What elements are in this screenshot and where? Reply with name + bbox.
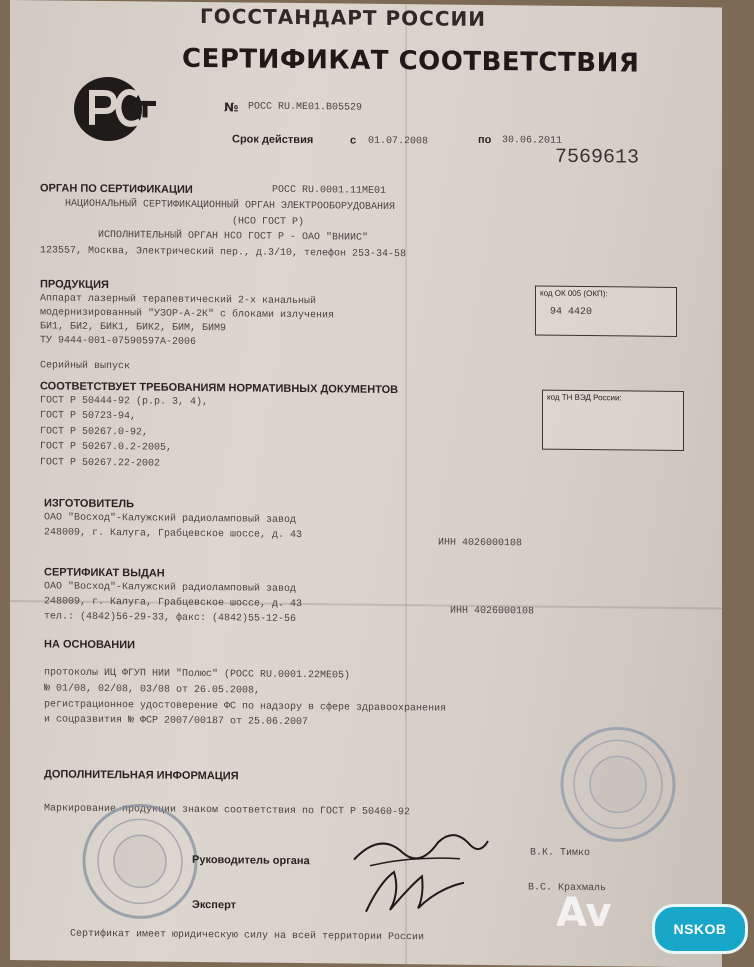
cert-body-line: 123557, Москва, Электрический пер., д.3/10, телефон 253-34-58 bbox=[40, 245, 407, 261]
certificate-title: СЕРТИФИКАТ СООТВЕТСТВИЯ bbox=[182, 43, 640, 79]
validity-to-prefix: по bbox=[478, 133, 492, 147]
certificate-paper bbox=[10, 0, 722, 967]
manufacturer-line: ОАО "Восход"-Калужский радиоламповый завод bbox=[44, 512, 297, 526]
standard-line: ГОСТ Р 50444-92 (р.р. 3, 4), bbox=[40, 395, 209, 409]
manufacturer-label: ИЗГОТОВИТЕЛЬ bbox=[44, 497, 134, 511]
expert-signature-name: В.С. Крахмаль bbox=[528, 882, 607, 895]
basis-line: № 01/08, 02/08, 03/08 от 26.05.2008, bbox=[44, 683, 261, 697]
manufacturer-inn: ИНН 4026000108 bbox=[438, 537, 523, 550]
standard-line: ГОСТ Р 50723-94, bbox=[40, 410, 137, 423]
gost-r-logo-icon bbox=[70, 73, 160, 146]
okp-code-box bbox=[535, 285, 677, 336]
certificate-number: РОСС RU.ME01.B05529 bbox=[248, 101, 363, 114]
expert-signature-label: Эксперт bbox=[192, 898, 237, 912]
product-line: модернизированный "УЗОР-А-2К" с блоками излучения bbox=[40, 307, 335, 322]
number-label: № bbox=[224, 100, 239, 115]
handwritten-signature-icon bbox=[360, 862, 470, 921]
manufacturer-line: 248009, г. Калуга, Грабцевское шоссе, д. 43 bbox=[44, 527, 303, 542]
fold-line bbox=[405, 4, 407, 964]
validity-label: Срок действия bbox=[232, 133, 314, 147]
product-line: БИ1, БИ2, БИК1, БИК2, БИМ, БИМ9 bbox=[40, 321, 227, 335]
validity-from-prefix: с bbox=[350, 134, 357, 147]
issued-to-line: 248009, г. Калуга, Грабцевское шоссе, д. 43 bbox=[44, 596, 303, 611]
round-seal-icon bbox=[80, 801, 200, 922]
cert-body-line: (НСО ГОСТ Р) bbox=[232, 216, 305, 229]
product-line: Аппарат лазерный терапевтический 2-х канальный bbox=[40, 293, 317, 308]
standard-line: ГОСТ Р 50267.0.2-2005, bbox=[40, 441, 173, 454]
basis-line: и соцразвития № ФСР 2007/00187 от 25.06.2007 bbox=[44, 714, 309, 729]
issued-to-line: тел.: (4842)56-29-33, факс: (4842)55-12-56 bbox=[44, 611, 297, 625]
validity-from: 01.07.2008 bbox=[368, 135, 429, 148]
round-seal-icon bbox=[558, 724, 678, 845]
cert-body-code: РОСС RU.0001.11ME01 bbox=[272, 184, 387, 197]
basis-line: протоколы ИЦ ФГУП НИИ "Полюс" (РОСС RU.0001.22МЕ05) bbox=[44, 667, 351, 682]
tn-ved-code-box bbox=[542, 390, 684, 451]
okp-code-value: 94 4420 bbox=[550, 306, 593, 319]
compliance-label: СООТВЕТСТВУЕТ ТРЕБОВАНИЯМ НОРМАТИВНЫХ ДОКУМЕНТОВ bbox=[40, 380, 399, 397]
additional-info-line: Маркирование продукции знаком соответствия по ГОСТ Р 50460-92 bbox=[44, 803, 411, 819]
footer-legal-note: Сертификат имеет юридическую силу на всей территории России bbox=[70, 928, 425, 944]
cert-body-line: НАЦИОНАЛЬНЫЙ СЕРТИФИКАЦИОННЫЙ ОРГАН ЭЛЕКТРООБОРУДОВАНИЯ bbox=[65, 198, 396, 214]
cert-body-line: ИСПОЛНИТЕЛЬНЫЙ ОРГАН НСО ГОСТ Р - ОАО "ВНИИС" bbox=[98, 229, 369, 244]
product-line: ТУ 9444-001-07590597А-2006 bbox=[40, 335, 197, 348]
top-line: ГОССТАНДАРТ РОССИИ bbox=[200, 3, 487, 31]
standard-line: ГОСТ Р 50267.0-92, bbox=[40, 426, 149, 439]
tn-ved-code-label: код ТН ВЭД России: bbox=[547, 392, 622, 403]
additional-info-label: ДОПОЛНИТЕЛЬНАЯ ИНФОРМАЦИЯ bbox=[44, 768, 239, 783]
okp-code-label: код ОК 005 (ОКП): bbox=[540, 288, 608, 299]
serial-number: 7569613 bbox=[555, 145, 640, 170]
avito-watermark: Av bbox=[556, 890, 612, 936]
nskob-badge: NSKOB bbox=[652, 904, 748, 954]
basis-line: регистрационное удостоверение ФС по надзору в сфере здравоохранения bbox=[44, 699, 447, 715]
issued-to-inn: ИНН 4026000108 bbox=[450, 605, 535, 618]
head-signature-label: Руководитель органа bbox=[192, 853, 310, 868]
issued-to-label: СЕРТИФИКАТ ВЫДАН bbox=[44, 566, 165, 580]
product-label: ПРОДУКЦИЯ bbox=[40, 278, 109, 292]
validity-to: 30.06.2011 bbox=[502, 135, 563, 147]
basis-label: НА ОСНОВАНИИ bbox=[44, 638, 136, 652]
product-line: Серийный выпуск bbox=[40, 360, 131, 373]
standard-line: ГОСТ Р 50267.22-2002 bbox=[40, 457, 161, 470]
cert-body-label: ОРГАН ПО СЕРТИФИКАЦИИ bbox=[40, 182, 193, 196]
issued-to-line: ОАО "Восход"-Калужский радиоламповый завод bbox=[44, 581, 297, 595]
head-signature-name: В.К. Тимко bbox=[530, 847, 591, 860]
